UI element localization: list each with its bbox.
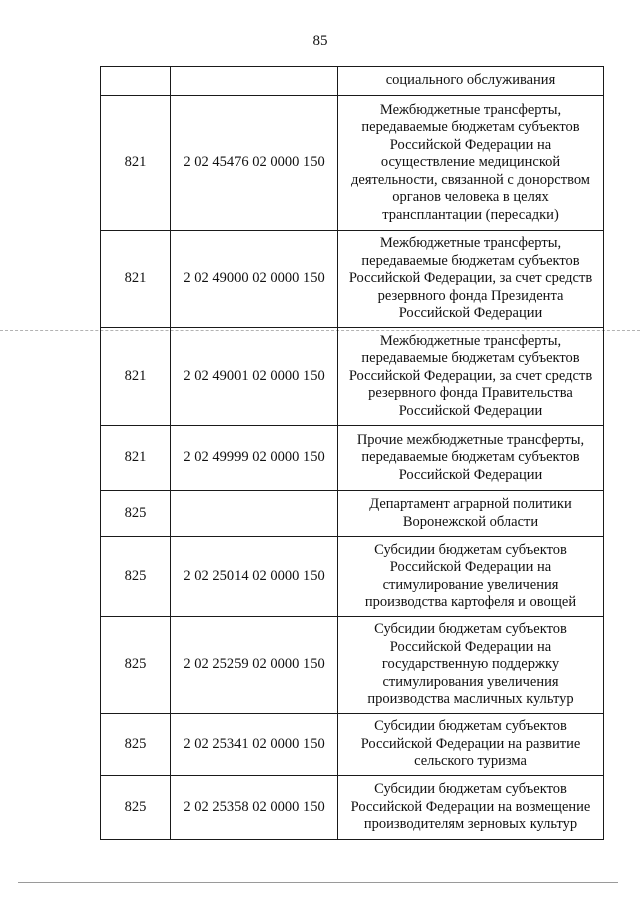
- admin-code-cell: 825: [101, 491, 171, 537]
- table-row: [101, 426, 604, 491]
- kbk-code-cell: 2 02 49001 02 0000 150: [171, 328, 338, 426]
- revenue-name-cell: Прочие межбюджетные трансферты, передаваемые бюджетам субъектов Российской Федерации: [338, 426, 604, 491]
- revenue-name-cell: Субсидии бюджетам субъектов Российской Федерации на стимулирование увеличения производства картофеля и овощей: [338, 537, 604, 617]
- budget-table: [100, 66, 604, 840]
- revenue-name-cell: Субсидии бюджетам субъектов Российской Федерации на государственную поддержку стимулирования увеличения производства масличных культур: [338, 617, 604, 714]
- table-row: [101, 491, 604, 537]
- table-row: [101, 617, 604, 714]
- kbk-code-cell: 2 02 25014 02 0000 150: [171, 537, 338, 617]
- admin-code-cell: 825: [101, 714, 171, 776]
- table-row: [101, 67, 604, 96]
- admin-code-cell: 825: [101, 776, 171, 840]
- table-row: [101, 537, 604, 617]
- kbk-code-cell: 2 02 49000 02 0000 150: [171, 231, 338, 328]
- admin-code-cell: 821: [101, 426, 171, 491]
- table-row: [101, 714, 604, 776]
- kbk-code-cell: 2 02 49999 02 0000 150: [171, 426, 338, 491]
- scan-artifact-line-bottom: [18, 882, 618, 883]
- kbk-code-cell: [171, 67, 338, 96]
- revenue-name-cell: Департамент аграрной политики Воронежской области: [338, 491, 604, 537]
- table-row: [101, 328, 604, 426]
- table-row: [101, 231, 604, 328]
- revenue-name-cell: Межбюджетные трансферты, передаваемые бюджетам субъектов Российской Федерации на осуществление медицинской деятельности, связанной с донорством органов человека в целях трансплантации (пересадки): [338, 96, 604, 231]
- admin-code-cell: 825: [101, 537, 171, 617]
- table-row: [101, 776, 604, 840]
- table-row: [101, 96, 604, 231]
- kbk-code-cell: 2 02 25341 02 0000 150: [171, 714, 338, 776]
- admin-code-cell: 821: [101, 96, 171, 231]
- admin-code-cell: 825: [101, 617, 171, 714]
- kbk-code-cell: 2 02 25358 02 0000 150: [171, 776, 338, 840]
- page-number: 85: [312, 33, 328, 49]
- revenue-name-cell: Межбюджетные трансферты, передаваемые бюджетам субъектов Российской Федерации, за счет средств резервного фонда Правительства Российской Федерации: [338, 328, 604, 426]
- revenue-name-cell: социального обслуживания: [338, 67, 604, 96]
- kbk-code-cell: 2 02 25259 02 0000 150: [171, 617, 338, 714]
- admin-code-cell: 821: [101, 231, 171, 328]
- admin-code-cell: [101, 67, 171, 96]
- revenue-name-cell: Межбюджетные трансферты, передаваемые бюджетам субъектов Российской Федерации, за счет средств резервного фонда Президента Российской Федерации: [338, 231, 604, 328]
- kbk-code-cell: 2 02 45476 02 0000 150: [171, 96, 338, 231]
- admin-code-cell: 821: [101, 328, 171, 426]
- revenue-name-cell: Субсидии бюджетам субъектов Российской Федерации на возмещение производителям зерновых культур: [338, 776, 604, 840]
- kbk-code-cell: [171, 491, 338, 537]
- revenue-name-cell: Субсидии бюджетам субъектов Российской Федерации на развитие сельского туризма: [338, 714, 604, 776]
